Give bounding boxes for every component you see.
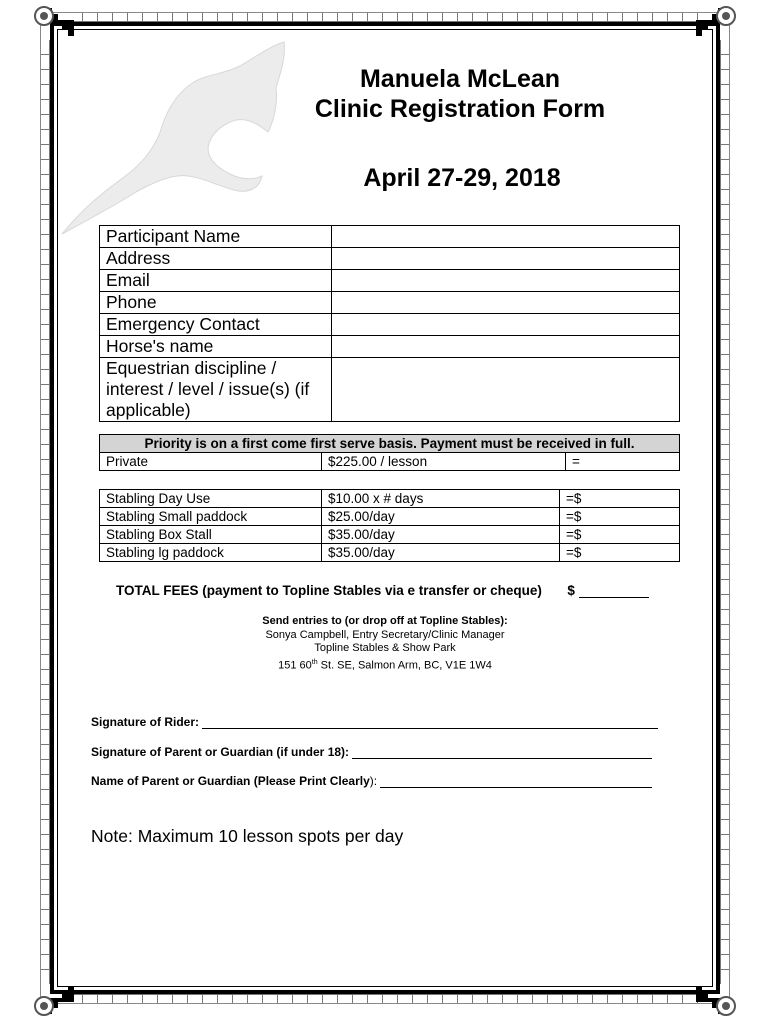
address-rest: St. SE, Salmon Arm, BC, V1E 1W4	[317, 659, 492, 672]
form-title: Clinic Registration Form	[314, 95, 606, 123]
field-value[interactable]	[332, 292, 680, 314]
fee-price: $35.00/day	[322, 526, 560, 544]
fee-item: Stabling lg paddock	[100, 544, 322, 562]
table-row	[100, 248, 680, 270]
fee-total[interactable]: =$	[560, 526, 680, 544]
fee-item: Stabling Small paddock	[100, 508, 322, 526]
parent-name-label: Name of Parent or Guardian (Please Print Clearly	[91, 774, 370, 788]
total-fees-label: TOTAL FEES (payment to Topline Stables via e transfer or cheque)	[116, 583, 542, 598]
lesson-fees-table	[99, 434, 680, 471]
rider-signature-row	[91, 715, 658, 729]
address-number: 151 60	[278, 659, 312, 672]
table-row	[100, 270, 680, 292]
field-label: Address	[100, 248, 332, 270]
field-label: Phone	[100, 292, 332, 314]
field-value[interactable]	[332, 314, 680, 336]
table-row	[100, 292, 680, 314]
send-entries-contact: Sonya Campbell, Entry Secretary/Clinic Manager	[265, 629, 505, 641]
fee-total[interactable]: =$	[560, 544, 680, 562]
priority-note: Priority is on a first come first serve basis. Payment must be received in full.	[100, 435, 680, 453]
total-fees-row	[116, 583, 649, 598]
participant-info-table	[99, 225, 680, 422]
field-label: Equestrian discipline / interest / level / issue(s) (if applicable)	[100, 358, 332, 422]
clinic-name: Manuela McLean	[359, 65, 561, 93]
table-row	[100, 358, 680, 422]
parent-signature-label: Signature of Parent or Guardian (if under 18):	[91, 745, 350, 759]
fee-total[interactable]: =	[566, 453, 680, 471]
table-row	[100, 490, 680, 508]
priority-row	[100, 435, 680, 453]
stabling-fees-table	[99, 489, 680, 562]
address-ordinal: th	[311, 659, 318, 666]
parent-name-label-end: ):	[369, 774, 378, 788]
total-fees-blank[interactable]	[579, 597, 649, 598]
fee-item: Stabling Day Use	[100, 490, 322, 508]
send-entries-heading: Send entries to (or drop off at Topline Stables):	[262, 615, 508, 627]
table-row	[100, 314, 680, 336]
parent-name-row	[91, 774, 652, 788]
fee-total[interactable]: =$	[560, 490, 680, 508]
parent-name-line[interactable]	[380, 787, 652, 788]
parent-signature-row	[91, 745, 652, 759]
field-label: Participant Name	[100, 226, 332, 248]
field-label: Email	[100, 270, 332, 292]
field-label: Horse's name	[100, 336, 332, 358]
field-value[interactable]	[332, 336, 680, 358]
send-entries-venue: Topline Stables & Show Park	[314, 642, 456, 654]
parent-signature-line[interactable]	[352, 758, 652, 759]
corner-ornament-bottom-left	[30, 976, 74, 1020]
rider-signature-line[interactable]	[202, 728, 658, 729]
table-row	[100, 508, 680, 526]
table-row	[100, 544, 680, 562]
fee-price: $25.00/day	[322, 508, 560, 526]
field-value[interactable]	[332, 358, 680, 422]
fee-total[interactable]: =$	[560, 508, 680, 526]
fee-item: Stabling Box Stall	[100, 526, 322, 544]
table-row	[100, 526, 680, 544]
corner-ornament-bottom-right	[696, 976, 740, 1020]
table-row	[100, 336, 680, 358]
fee-price: $10.00 x # days	[322, 490, 560, 508]
event-date: April 27-29, 2018	[363, 164, 561, 192]
fee-price: $35.00/day	[322, 544, 560, 562]
rider-signature-label: Signature of Rider:	[91, 715, 200, 729]
send-entries-address	[185, 656, 585, 673]
corner-ornament-top-right	[696, 2, 740, 46]
note-text: Note: Maximum 10 lesson spots per day	[91, 826, 404, 846]
fee-price: $225.00 / lesson	[322, 453, 566, 471]
fee-item: Private	[100, 453, 322, 471]
field-value[interactable]	[332, 248, 680, 270]
field-value[interactable]	[332, 226, 680, 248]
table-row	[100, 453, 680, 471]
table-row	[100, 226, 680, 248]
field-label: Emergency Contact	[100, 314, 332, 336]
field-value[interactable]	[332, 270, 680, 292]
total-fees-currency: $	[567, 583, 575, 598]
